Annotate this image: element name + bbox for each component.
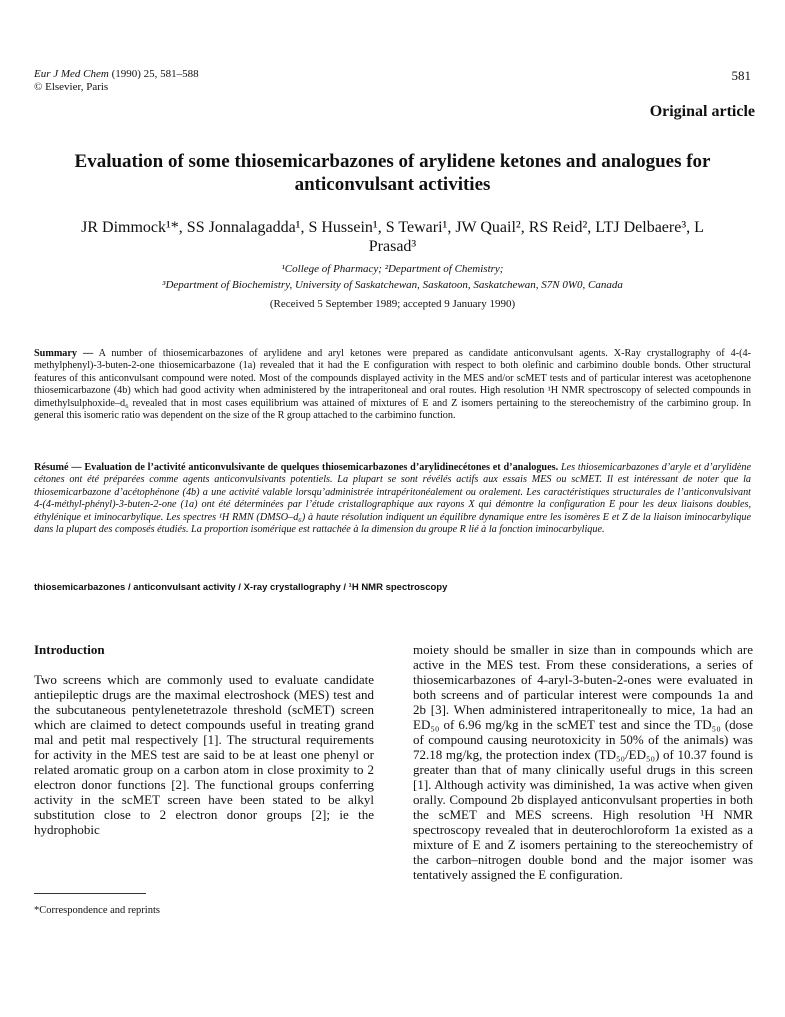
page-number: 581 (731, 68, 751, 83)
footnote: *Correspondence and reprints (34, 905, 160, 916)
author-list: JR Dimmock¹*, SS Jonnalagadda¹, S Hussein¹, S Tewari¹, JW Quail², RS Reid², LTJ Delbaere³, L Prasad³ (81, 219, 704, 255)
citation: (1990) 25, 581–588 (111, 68, 199, 80)
journal-citation (34, 68, 199, 94)
summary-text: A number of thiosemicarbazones of arylidene and aryl ketones were prepared as candidate anticonvulsant agents. X-Ray crystallography of 4-(4-methylphenyl)-3-buten-2-one thiosemicarbazone (1a) revealed that it had the E configuration with respect to both olefinic and carbimino double bonds. Other structural features of this anticonvulsant compound were noted. Most of the compounds displayed activity in the MES and/or scMET tests and of particular interest was acetophenone thiosemicarbazone (4b) which had good activity when administered by the intraperitoneal and oral routes. High resolution ¹H NMR spectroscopy of selected compounds in dimethylsulphoxide–d₆ revealed that in most cases equilibrium was attained of mixtures of E and Z isomers pertaining to the stereochemistry of the carbimino group. In general this isomeric ratio was dependent on the size of the R group attached to the carbimino function. (34, 348, 751, 422)
keywords: thiosemicarbazones / anticonvulsant activity / X-ray crystallography / ¹H NMR spectroscopy (34, 582, 448, 593)
resume (34, 462, 751, 536)
affiliation-2: ³Department of Biochemistry, University of Saskatchewan, Saskatoon, Saskatchewan, S7N 0W0, Canada (162, 279, 623, 291)
summary-label: Summary — (34, 348, 94, 359)
right-column (413, 642, 753, 882)
journal-name: Eur J Med Chem (34, 68, 109, 80)
article-type: Original article (649, 103, 755, 120)
section-heading: Introduction (34, 642, 105, 657)
summary (34, 348, 751, 422)
intro-paragraph-right: moiety should be smaller in size than in compounds which are active in the MES test. From these considerations, a series of thiosemicarbazones of 4-aryl-3-buten-2-ones were evaluated in both screens and of particular interest were compounds 1a and 2b [3]. When administered intraperitoneally to mice, 1a had an ED₅₀ of 6.96 mg/kg in the scMET test and since the TD₅₀ (dose of compound causing neurotoxicity in 50% of the animals) was 72.18 mg/kg, the protection index (TD₅₀/ED₅₀) of 10.37 found is greater than that of many clinically useful drugs in this screen [1]. Although activity was diminished, 1a was active when given orally. Compound 2b displayed anticonvulsant properties in both the scMET and MES screens. High resolution ¹H NMR spectroscopy revealed that in deuterochloroform 1a existed as a mixture of E and Z isomers pertaining to the stereochemistry of the carbon–nitrogen double bond and the major isomer was tentatively assigned the E configuration. (413, 642, 753, 882)
received-dates: (Received 5 September 1989; accepted 9 January 1990) (269, 298, 516, 310)
resume-label: Résumé — Evaluation de l’activité anticonvulsivante de quelques thiosemicarbazones d’arylidinecétones et d’analogues. (34, 462, 559, 473)
footnote-divider (34, 893, 146, 894)
publisher: © Elsevier, Paris (34, 81, 109, 93)
left-column (34, 642, 374, 837)
resume-text: Les thiosemicarbazones d’aryle et d’arylidène cétones ont été préparées comme agents anticonvulsivants potentiels. La plupart se sont révélés actifs aux essais MES ou scMET. Il est intéressant de noter que la thiosemicarbazone d’acétophénone (4b) a une activité valable lorsqu’administrée intrapéritonéalement ou oralement. Les caractéristiques structurales de l’anticonvulsivant 4-(4-méthyl-phényl)-3-buten-2-one (1a) ont été déterminées par l’étude cristallographique aux rayons X qui démontre la configuration E pour les deux liaisons doubles, éthylénique et iminocarbylique. Les spectres ¹H RMN (DMSO–d₆) à haute résolution indiquent un équilibre dynamique entre les isomères E et Z de la liaison iminocarbylique dans la plupart des composés étudiés. La proportion isomérique est rattachée à la dimension du groupe R lié à la fonction iminocarbylique. (34, 462, 751, 536)
intro-paragraph-left: Two screens which are commonly used to evaluate candidate antiepileptic drugs are the maximal electroshock (MES) test and the subcutaneous pentylenetetrazole threshold (scMET) screen which are claimed to detect compounds useful in treating grand mal and petit mal respectively [1]. The structural requirements for activity in the MES test are said to be at least one phenyl or related aromatic group on a carbon atom in close proximity to 2 electron donor functions [2]. The functional groups conferring activity in the scMET screen have been stated to be alkyl substitution close to 2 electron donor groups [2]; ie the hydrophobic (34, 672, 374, 837)
affiliation-1: ¹College of Pharmacy; ²Department of Chemistry; (281, 263, 504, 275)
paper-title: Evaluation of some thiosemicarbazones of arylidene ketones and analogues for anticonvulsant activities (74, 151, 711, 195)
